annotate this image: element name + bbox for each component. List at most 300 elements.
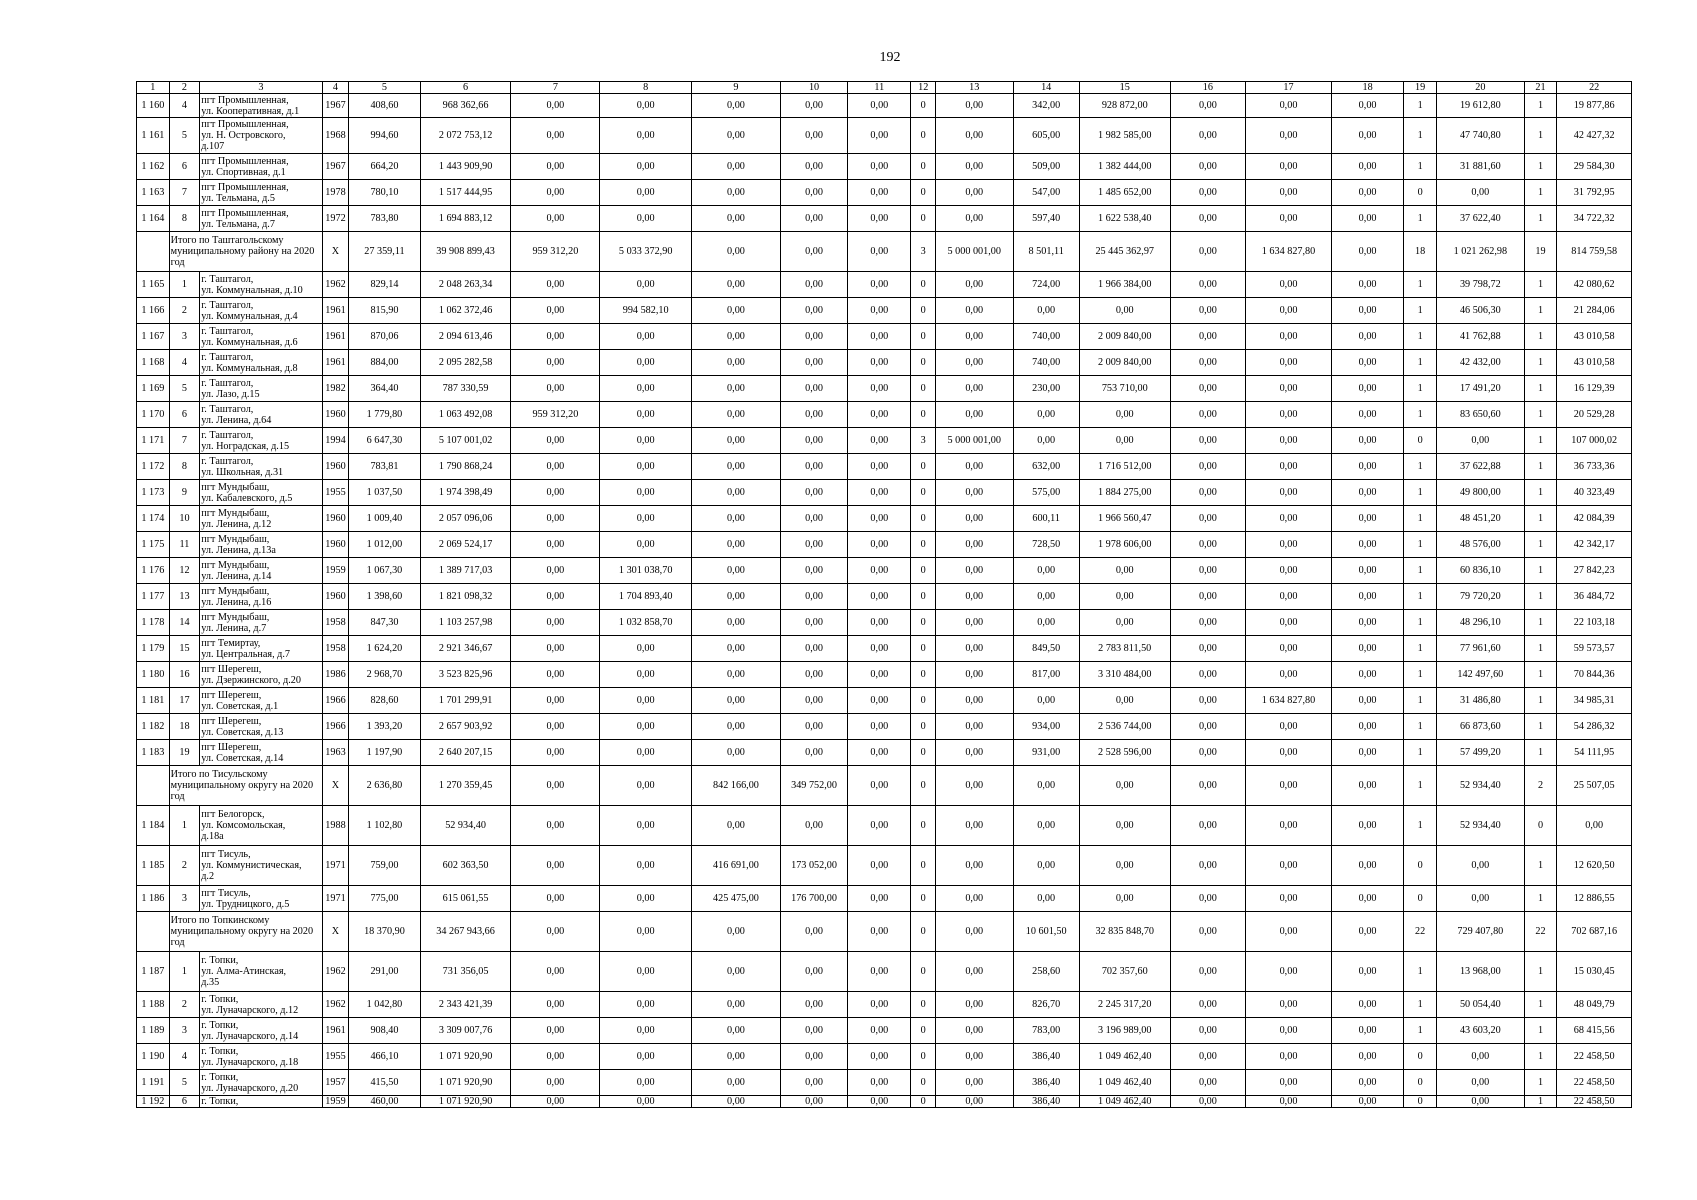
table-cell: 0,00 [1170, 1070, 1246, 1096]
table-cell: 1971 [322, 846, 349, 886]
table-cell: 0,00 [511, 1044, 600, 1070]
table-cell: 48 451,20 [1436, 506, 1524, 532]
table-cell: 0,00 [1013, 846, 1079, 886]
table-cell: 5 [169, 118, 200, 154]
table-cell: 1 042,80 [349, 992, 420, 1018]
table-cell: 1 192 [137, 1096, 170, 1108]
table-cell: 0 [911, 558, 935, 584]
table-cell: 0,00 [1079, 886, 1170, 912]
table-cell: 0,00 [511, 806, 600, 846]
table-cell: 2 [169, 846, 200, 886]
table-cell: 1 062 372,46 [420, 298, 511, 324]
table-cell: 0,00 [780, 584, 847, 610]
table-cell: 18 [1404, 232, 1437, 272]
table-cell: 0,00 [1331, 402, 1403, 428]
table-cell: 1 [1404, 376, 1437, 402]
table-cell: 1967 [322, 94, 349, 118]
table-cell: 66 873,60 [1436, 714, 1524, 740]
column-header-9: 9 [692, 82, 781, 94]
table-cell: 11 [169, 532, 200, 558]
table-cell: 0,00 [848, 506, 911, 532]
table-cell: 0,00 [1170, 480, 1246, 506]
table-cell: 0,00 [1170, 154, 1246, 180]
table-cell: 0,00 [780, 118, 847, 154]
table-cell: 0,00 [935, 688, 1013, 714]
table-cell: 0,00 [780, 952, 847, 992]
table-cell: 0,00 [600, 206, 692, 232]
table-cell: 48 296,10 [1436, 610, 1524, 636]
table-cell: 1958 [322, 636, 349, 662]
table-cell: 0 [1404, 428, 1437, 454]
table-cell: 0,00 [780, 740, 847, 766]
table-cell: 0,00 [848, 662, 911, 688]
address-cell: пгт Мундыбаш, ул. Ленина, д.14 [200, 558, 322, 584]
table-cell: 0,00 [1170, 558, 1246, 584]
table-cell: 49 800,00 [1436, 480, 1524, 506]
column-header-7: 7 [511, 82, 600, 94]
table-cell: 48 576,00 [1436, 532, 1524, 558]
table-cell: 1 [1404, 688, 1437, 714]
table-cell: 1 [1404, 558, 1437, 584]
subtotal-row [137, 912, 1632, 952]
table-cell: 0,00 [692, 558, 781, 584]
table-cell: 3 [169, 886, 200, 912]
table-cell: 1 978 606,00 [1079, 532, 1170, 558]
table-cell: 0,00 [935, 636, 1013, 662]
table-cell: 0,00 [1331, 324, 1403, 350]
table-cell: 1 624,20 [349, 636, 420, 662]
table-cell: 46 506,30 [1436, 298, 1524, 324]
table-cell: 1962 [322, 952, 349, 992]
table-cell: 0 [911, 272, 935, 298]
table-cell: 1 071 920,90 [420, 1070, 511, 1096]
table-cell: 0,00 [1246, 1096, 1332, 1108]
column-header-20: 20 [1436, 82, 1524, 94]
address-cell: пгт Белогорск, ул. Комсомольская, д.18а [200, 806, 322, 846]
table-cell: 1 [1524, 1070, 1557, 1096]
table-cell: 0,00 [692, 662, 781, 688]
table-cell: 1 049 462,40 [1079, 1070, 1170, 1096]
table-cell: 0,00 [1246, 584, 1332, 610]
column-header-12: 12 [911, 82, 935, 94]
table-cell: 42 084,39 [1557, 506, 1632, 532]
column-header-6: 6 [420, 82, 511, 94]
table-cell: 1 821 098,32 [420, 584, 511, 610]
table-cell: 959 312,20 [511, 402, 600, 428]
table-cell: 5 033 372,90 [600, 232, 692, 272]
table-cell: 1960 [322, 506, 349, 532]
table-cell: 0,00 [780, 912, 847, 952]
table-cell: 2 528 596,00 [1079, 740, 1170, 766]
table-cell: 0,00 [511, 912, 600, 952]
table-cell: 0,00 [848, 428, 911, 454]
table-cell: 0,00 [780, 806, 847, 846]
table-cell: 0,00 [692, 154, 781, 180]
table-cell: 0,00 [1331, 886, 1403, 912]
table-cell: 3 [169, 1018, 200, 1044]
table-cell: 0,00 [935, 272, 1013, 298]
table-cell: 1 [1404, 714, 1437, 740]
table-cell: 0,00 [692, 1018, 781, 1044]
table-cell: 1 704 893,40 [600, 584, 692, 610]
table-cell: 0,00 [1170, 610, 1246, 636]
table-row [137, 584, 1632, 610]
table-cell: 1 [1524, 992, 1557, 1018]
table-cell: 1 [169, 272, 200, 298]
empty-cell [137, 912, 170, 952]
table-cell: 0,00 [1079, 610, 1170, 636]
table-cell: 19 877,86 [1557, 94, 1632, 118]
table-cell: 31 881,60 [1436, 154, 1524, 180]
table-cell: 1 517 444,95 [420, 180, 511, 206]
table-cell: 0,00 [848, 454, 911, 480]
table-cell: 0,00 [1170, 232, 1246, 272]
address-cell: пгт Мундыбаш, ул. Кабалевского, д.5 [200, 480, 322, 506]
table-cell: 0,00 [511, 506, 600, 532]
table-cell: 0,00 [511, 886, 600, 912]
table-cell: 0,00 [848, 714, 911, 740]
table-cell: 0,00 [600, 118, 692, 154]
table-cell: 0,00 [692, 806, 781, 846]
table-cell: 18 370,90 [349, 912, 420, 952]
table-cell: 1958 [322, 610, 349, 636]
table-cell: 0,00 [1079, 428, 1170, 454]
address-cell: г. Таштагол, ул. Коммунальная, д.8 [200, 350, 322, 376]
table-cell: 0,00 [1331, 952, 1403, 992]
table-cell: 1 [1524, 324, 1557, 350]
table-cell: 0,00 [935, 402, 1013, 428]
table-cell: 1 197,90 [349, 740, 420, 766]
table-cell: 0,00 [600, 402, 692, 428]
table-cell: 2 657 903,92 [420, 714, 511, 740]
table-cell: 0 [911, 402, 935, 428]
table-row [137, 688, 1632, 714]
table-cell: 1961 [322, 298, 349, 324]
table-cell: 1960 [322, 532, 349, 558]
table-cell: 1959 [322, 558, 349, 584]
table-row [137, 1044, 1632, 1070]
table-cell: 0,00 [1246, 740, 1332, 766]
table-cell: 0,00 [935, 180, 1013, 206]
table-cell: 1 382 444,00 [1079, 154, 1170, 180]
table-cell: 0,00 [1170, 532, 1246, 558]
table-cell: 0,00 [935, 610, 1013, 636]
table-cell: 20 529,28 [1557, 402, 1632, 428]
table-cell: 42 427,32 [1557, 118, 1632, 154]
table-cell: 1 183 [137, 740, 170, 766]
table-cell: 509,00 [1013, 154, 1079, 180]
table-cell: 0,00 [780, 298, 847, 324]
table-cell: 0,00 [1079, 558, 1170, 584]
column-header-10: 10 [780, 82, 847, 94]
address-cell: г. Топки, ул. Луначарского, д.12 [200, 992, 322, 1018]
table-cell: 1 [1404, 766, 1437, 806]
table-cell: 0,00 [780, 350, 847, 376]
table-cell: 0 [1404, 1044, 1437, 1070]
table-cell: 0,00 [848, 324, 911, 350]
table-cell: 1 063 492,08 [420, 402, 511, 428]
table-cell: 0,00 [1246, 94, 1332, 118]
table-cell: 0 [911, 118, 935, 154]
table-cell: 0,00 [511, 662, 600, 688]
table-cell: 0,00 [1170, 714, 1246, 740]
table-cell: 0,00 [1436, 428, 1524, 454]
table-cell: 0,00 [600, 992, 692, 1018]
table-cell: 0,00 [848, 584, 911, 610]
table-cell: 0,00 [780, 480, 847, 506]
table-cell: 0,00 [692, 480, 781, 506]
table-cell: 0 [911, 376, 935, 402]
table-cell: 0,00 [935, 740, 1013, 766]
table-cell: 0,00 [692, 350, 781, 376]
table-cell: 2 640 207,15 [420, 740, 511, 766]
table-cell: 0 [1404, 846, 1437, 886]
table-cell: 0,00 [511, 766, 600, 806]
table-cell: 0,00 [1246, 766, 1332, 806]
table-cell: 3 [169, 324, 200, 350]
table-cell: 0,00 [1246, 846, 1332, 886]
table-cell: 0,00 [1331, 662, 1403, 688]
table-cell: 1 012,00 [349, 532, 420, 558]
table-cell: 0,00 [1246, 992, 1332, 1018]
table-cell: 1 [1404, 480, 1437, 506]
table-cell: 1957 [322, 1070, 349, 1096]
table-cell: 575,00 [1013, 480, 1079, 506]
table-cell: 1 [1404, 272, 1437, 298]
table-cell: 0 [911, 154, 935, 180]
table-cell: 1961 [322, 324, 349, 350]
table-cell: 0,00 [848, 740, 911, 766]
table-cell: 0,00 [1331, 206, 1403, 232]
table-cell: 36 484,72 [1557, 584, 1632, 610]
table-cell: 0,00 [1013, 806, 1079, 846]
table-cell: 9 [169, 480, 200, 506]
table-cell: 19 612,80 [1436, 94, 1524, 118]
table-row [137, 376, 1632, 402]
table-cell: 1982 [322, 376, 349, 402]
address-cell: пгт Промышленная, ул. Кооперативная, д.1 [200, 94, 322, 118]
table-cell: 0,00 [600, 94, 692, 118]
address-cell: г. Таштагол, ул. Коммунальная, д.6 [200, 324, 322, 350]
table-cell: 0,00 [1331, 584, 1403, 610]
table-cell: 107 000,02 [1557, 428, 1632, 454]
table-row [137, 298, 1632, 324]
table-cell: 0,00 [1331, 376, 1403, 402]
table-cell: 0,00 [1170, 206, 1246, 232]
table-cell: 4 [169, 1044, 200, 1070]
table-row [137, 846, 1632, 886]
table-cell: 0,00 [1331, 350, 1403, 376]
table-cell: 0,00 [1436, 180, 1524, 206]
table-cell: 959 312,20 [511, 232, 600, 272]
table-cell: 29 584,30 [1557, 154, 1632, 180]
table-cell: 0,00 [511, 992, 600, 1018]
column-header-4: 4 [322, 82, 349, 94]
table-cell: 0,00 [511, 1070, 600, 1096]
table-cell: 0,00 [511, 610, 600, 636]
table-cell: 0,00 [1170, 636, 1246, 662]
table-cell: 5 000 001,00 [935, 428, 1013, 454]
table-cell: 17 491,20 [1436, 376, 1524, 402]
table-cell: 1 [1524, 428, 1557, 454]
table-cell: 27 842,23 [1557, 558, 1632, 584]
table-cell: 230,00 [1013, 376, 1079, 402]
table-cell: 0,00 [848, 94, 911, 118]
table-cell: 731 356,05 [420, 952, 511, 992]
table-cell: 1 [1404, 454, 1437, 480]
table-cell: 775,00 [349, 886, 420, 912]
table-cell: 0,00 [511, 118, 600, 154]
table-cell: 0,00 [1170, 766, 1246, 806]
table-cell: 0 [911, 806, 935, 846]
table-cell: 0,00 [848, 272, 911, 298]
table-cell: 0,00 [600, 806, 692, 846]
table-cell: 0,00 [935, 480, 1013, 506]
table-cell: 31 486,80 [1436, 688, 1524, 714]
table-cell: 0,00 [1246, 558, 1332, 584]
table-cell: 615 061,55 [420, 886, 511, 912]
table-cell: 829,14 [349, 272, 420, 298]
table-cell: 37 622,40 [1436, 206, 1524, 232]
table-cell: 1 165 [137, 272, 170, 298]
address-cell: г. Топки, ул. Луначарского, д.14 [200, 1018, 322, 1044]
address-cell: г. Таштагол, ул. Коммунальная, д.10 [200, 272, 322, 298]
table-row [137, 206, 1632, 232]
table-cell: 52 934,40 [1436, 806, 1524, 846]
table-cell: 0,00 [1246, 1018, 1332, 1044]
table-cell: 0,00 [935, 376, 1013, 402]
table-cell: 176 700,00 [780, 886, 847, 912]
table-cell: 1 [1524, 506, 1557, 532]
table-cell: 780,10 [349, 180, 420, 206]
table-cell: 34 267 943,66 [420, 912, 511, 952]
table-cell: 1955 [322, 1044, 349, 1070]
table-cell: 1 [1524, 1044, 1557, 1070]
table-cell: 2 095 282,58 [420, 350, 511, 376]
table-cell: 0,00 [600, 636, 692, 662]
table-cell: 0,00 [1170, 992, 1246, 1018]
table-cell: 0,00 [1170, 506, 1246, 532]
table-cell: 1 884 275,00 [1079, 480, 1170, 506]
table-cell: 0,00 [1170, 350, 1246, 376]
column-header-17: 17 [1246, 82, 1332, 94]
table-cell: 1 [169, 806, 200, 846]
table-cell: 0,00 [600, 740, 692, 766]
table-cell: 0,00 [848, 180, 911, 206]
table-cell: 0,00 [1331, 1044, 1403, 1070]
table-cell: 1 166 [137, 298, 170, 324]
table-cell: 0,00 [1331, 180, 1403, 206]
table-cell: 1 171 [137, 428, 170, 454]
table-row [137, 532, 1632, 558]
table-cell: 0,00 [935, 806, 1013, 846]
table-cell: 2 057 096,06 [420, 506, 511, 532]
table-cell: 8 [169, 454, 200, 480]
address-cell: пгт Промышленная, ул. Спортивная, д.1 [200, 154, 322, 180]
table-cell: 0,00 [1246, 714, 1332, 740]
table-cell: 0,00 [511, 714, 600, 740]
table-cell: 0,00 [600, 952, 692, 992]
table-cell: 1 071 920,90 [420, 1044, 511, 1070]
table-cell: 0,00 [692, 428, 781, 454]
table-cell: 0,00 [600, 1044, 692, 1070]
table-cell: 0,00 [1331, 714, 1403, 740]
table-cell: 0,00 [1246, 206, 1332, 232]
table-cell: 0,00 [1170, 952, 1246, 992]
table-cell: 0,00 [1436, 846, 1524, 886]
table-cell: 2 048 263,34 [420, 272, 511, 298]
table-cell: 0 [911, 1096, 935, 1108]
table-cell: 7 [169, 180, 200, 206]
table-cell: 0,00 [780, 376, 847, 402]
table-cell: 0,00 [1331, 506, 1403, 532]
table-cell: 884,00 [349, 350, 420, 376]
table-cell: 702 687,16 [1557, 912, 1632, 952]
table-cell: 1 [1524, 118, 1557, 154]
table-row [137, 480, 1632, 506]
table-cell: 847,30 [349, 610, 420, 636]
table-cell: 0,00 [600, 766, 692, 806]
address-cell: г. Топки, ул. Алма-Атинская, д.35 [200, 952, 322, 992]
table-cell: 1 [1404, 154, 1437, 180]
table-cell: 1 178 [137, 610, 170, 636]
table-cell: 0,00 [935, 532, 1013, 558]
table-cell: 0,00 [848, 1018, 911, 1044]
table-cell: 0,00 [511, 180, 600, 206]
table-cell: 17 [169, 688, 200, 714]
table-cell: 0,00 [1331, 846, 1403, 886]
table-cell: 0,00 [780, 94, 847, 118]
table-cell: 0,00 [935, 506, 1013, 532]
table-cell: 0,00 [848, 1096, 911, 1108]
table-cell: 0,00 [935, 1070, 1013, 1096]
table-cell: 597,40 [1013, 206, 1079, 232]
address-cell: г. Таштагол, ул. Ленина, д.64 [200, 402, 322, 428]
table-cell: 664,20 [349, 154, 420, 180]
table-cell: 0,00 [848, 298, 911, 324]
table-cell: 52 934,40 [420, 806, 511, 846]
table-cell: 0,00 [511, 740, 600, 766]
table-cell: 349 752,00 [780, 766, 847, 806]
table-cell: 34 985,31 [1557, 688, 1632, 714]
table-cell: 1 191 [137, 1070, 170, 1096]
table-cell: 0,00 [511, 584, 600, 610]
address-cell: пгт Промышленная, ул. Тельмана, д.7 [200, 206, 322, 232]
table-cell: 1 167 [137, 324, 170, 350]
table-cell: 1 049 462,40 [1079, 1096, 1170, 1108]
table-cell: 0,00 [600, 846, 692, 886]
table-cell: 1 [1524, 402, 1557, 428]
table-cell: 1 [1524, 740, 1557, 766]
table-cell: 849,50 [1013, 636, 1079, 662]
table-cell: 0,00 [848, 402, 911, 428]
column-header-21: 21 [1524, 82, 1557, 94]
table-cell: 83 650,60 [1436, 402, 1524, 428]
table-cell: 6 [169, 154, 200, 180]
table-cell: 6 [169, 1096, 200, 1108]
table-cell: 0,00 [1331, 766, 1403, 806]
table-cell: 415,50 [349, 1070, 420, 1096]
table-cell: 37 622,88 [1436, 454, 1524, 480]
table-cell: 842 166,00 [692, 766, 781, 806]
table-cell: 0 [911, 714, 935, 740]
table-cell: 994,60 [349, 118, 420, 154]
table-cell: 142 497,60 [1436, 662, 1524, 688]
table-cell: 0,00 [780, 688, 847, 714]
table-cell: 0,00 [1170, 1096, 1246, 1108]
table-cell: 828,60 [349, 688, 420, 714]
table-cell: 0,00 [935, 846, 1013, 886]
